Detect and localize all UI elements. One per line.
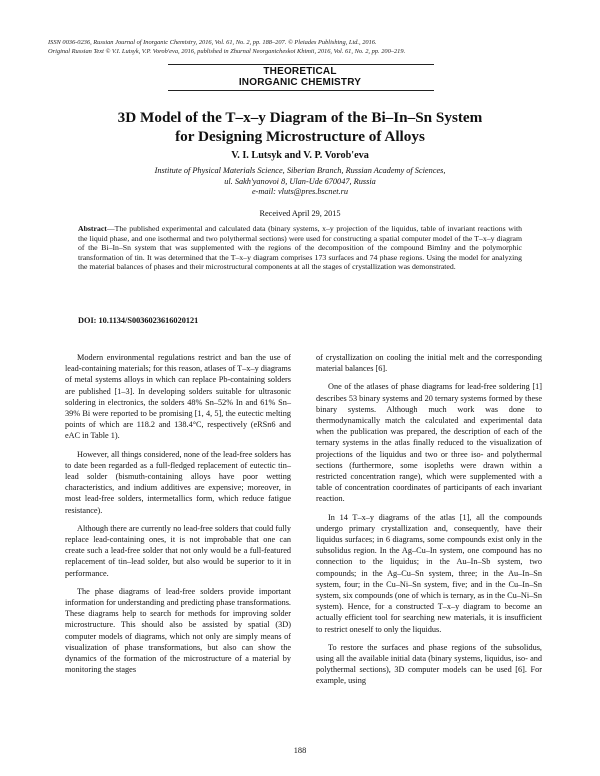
affiliation-line-2: ul. Sakh'yanovoi 8, Ulan-Ude 670047, Russia — [224, 176, 376, 186]
affiliation-email: e-mail: vluts@pres.bscnet.ru — [251, 187, 349, 196]
doi-text: DOI: 10.1134/S0036023616020121 — [78, 316, 199, 325]
journal-header-line-1: ISSN 0036-0236, Russian Journal of Inorganic Chemistry, 2016, Vol. 61, No. 2, pp. 188–207. © Pleiades Publishing, Ltd., 2016. — [48, 39, 377, 46]
abstract — [78, 224, 522, 272]
paragraph: However, all things considered, none of the lead-free solders has to date been regarded as a full-fledged replacement of eutectic tin–lead solder (bismuth-containing alloys have poor wetting characteristics, and indium additives are expensive; moreover, in most lead-free solders, intermetallics form, which reduce fatigue resistance). — [65, 449, 291, 515]
received-date: Received April 29, 2015 — [259, 209, 341, 218]
abstract-label: Abstract — [78, 224, 107, 233]
paper-title — [40, 108, 560, 146]
journal-header — [48, 39, 568, 56]
paragraph: Although there are currently no lead-free solders that could fully replace lead-containing ones, it is not improbable that one can create such a lead-free solder that not only would be a full-featured replacement of tin–lead solder, but also would be superior to it in performance. — [65, 523, 291, 578]
paper-title-line-2: for Designing Microstructure of Alloys — [175, 128, 425, 145]
paragraph: One of the atlases of phase diagrams for lead-free soldering [1] describes 53 binary systems and 20 ternary systems formed by these binary systems. Although much work was done to thermodynamically match the calculated and experimental data when the publication was prepared, the description of each of the ternary systems in the atlas finally reduced to the visualization of projections of the liquidus and two or three iso- and polythermal sections (furthermore, some isopleths were drawn within a restricted concentration range), which were supplemented with a table of concentration coordinates of participants of each invariant reaction. — [316, 382, 542, 504]
section-rule-bottom — [168, 90, 434, 91]
paragraph: Modern environmental regulations restrict and ban the use of lead-containing materials; for this reason, atlases of T–x–y diagrams of metal systems alloys in which can replace Pb-containing solders are published [1–3]. In developing solders suitable for ultrasonic soldering in electronics, the solders 48% Sn–52% In and 61% Sn–39% Bi were reported to be promising [1, 4, 5], the eutectic melting points of which are 118.2 and 138.4°C, respectively (eRSn6 and eAC in Table 1). — [65, 353, 291, 441]
section-heading — [0, 66, 600, 88]
authors: V. I. Lutsyk and V. P. Vorob'eva — [231, 150, 369, 161]
paragraph: of crystallization on cooling the initial melt and the corresponding material balances [6]. — [316, 353, 542, 374]
paragraph: To restore the surfaces and phase regions of the subsolidus, using all the available initial data (binary systems, liquidus, iso- and polythermal sections), 3D computer models can be used [6]. For example, using — [316, 642, 542, 686]
left-column — [65, 352, 291, 682]
affiliation-line-1: Institute of Physical Materials Science, Siberian Branch, Russian Academy of Sciences, — [154, 166, 446, 175]
paragraph: The phase diagrams of lead-free solders provide important information for understanding and predicting phase transformations. These diagrams help to search for methods for improving solder microstructure. This should also be assisted by spatial (3D) computer models of diagrams, which not only are simply means of visualization of phase transformations, but also can show the dynamics of the formation of the microstructure of a material by monitoring the stages — [65, 586, 291, 675]
page-number: 188 — [293, 746, 307, 755]
paragraph: In 14 T–x–y diagrams of the atlas [1], all the compounds undergo primary crystallization and, consequently, have their liquidus surfaces; in 6 diagrams, some compounds exist only in the subsolidus region. In the Ag–Cu–In system, one compound has no connection to the liquidus; in the Au–In–Sb system, two compounds; in the Ag–Cu–Sn system, three; in the Au–In–Sn system, four; in the Cu–Ni–Sn system, five; and in the Cu–In–Sn system, six compounds (one of which is ternary, as in the Cu–Ni–Sn system). Hence, for a constructed T–x–y diagram to become an actually efficient tool for searching new materials, it is insufficient to restrict oneself to only the liquidus. — [316, 512, 542, 634]
abstract-text: —The published experimental and calculated data (binary systems, x–y projection of the liquidus, table of invariant reactions with the liquid phase, and one isothermal and two polythermal sections) were used for constructing a spatial computer model of the T–x–y diagram of the Bi–In–Sn system that was supplemented with the regions of the decomposition of the compound BimIny and the polymorphic transformation of tin. It was determined that the T–x–y diagram comprises 173 surfaces and 74 phase regions. Using the model for analyzing the material balances of phases and their microstructural components at all the stages of crystallization was demonstrated. — [78, 224, 522, 272]
doi — [78, 316, 198, 325]
journal-header-line-2: Original Russian Text © V.I. Lutsyk, V.P. Vorob'eva, 2016, published in Zhurnal Neorganicheskoi Khimii, 2016, Vol. 61, No. 2, pp. 200–219. — [48, 47, 406, 55]
section-heading-line-2: INORGANIC CHEMISTRY — [238, 77, 362, 88]
section-rule-top — [168, 64, 434, 65]
right-column — [316, 352, 542, 694]
paper-title-line-1: 3D Model of the T–x–y Diagram of the Bi–In–Sn System — [117, 109, 483, 126]
affiliation — [80, 166, 520, 198]
section-heading-line-1: THEORETICAL — [263, 66, 337, 77]
